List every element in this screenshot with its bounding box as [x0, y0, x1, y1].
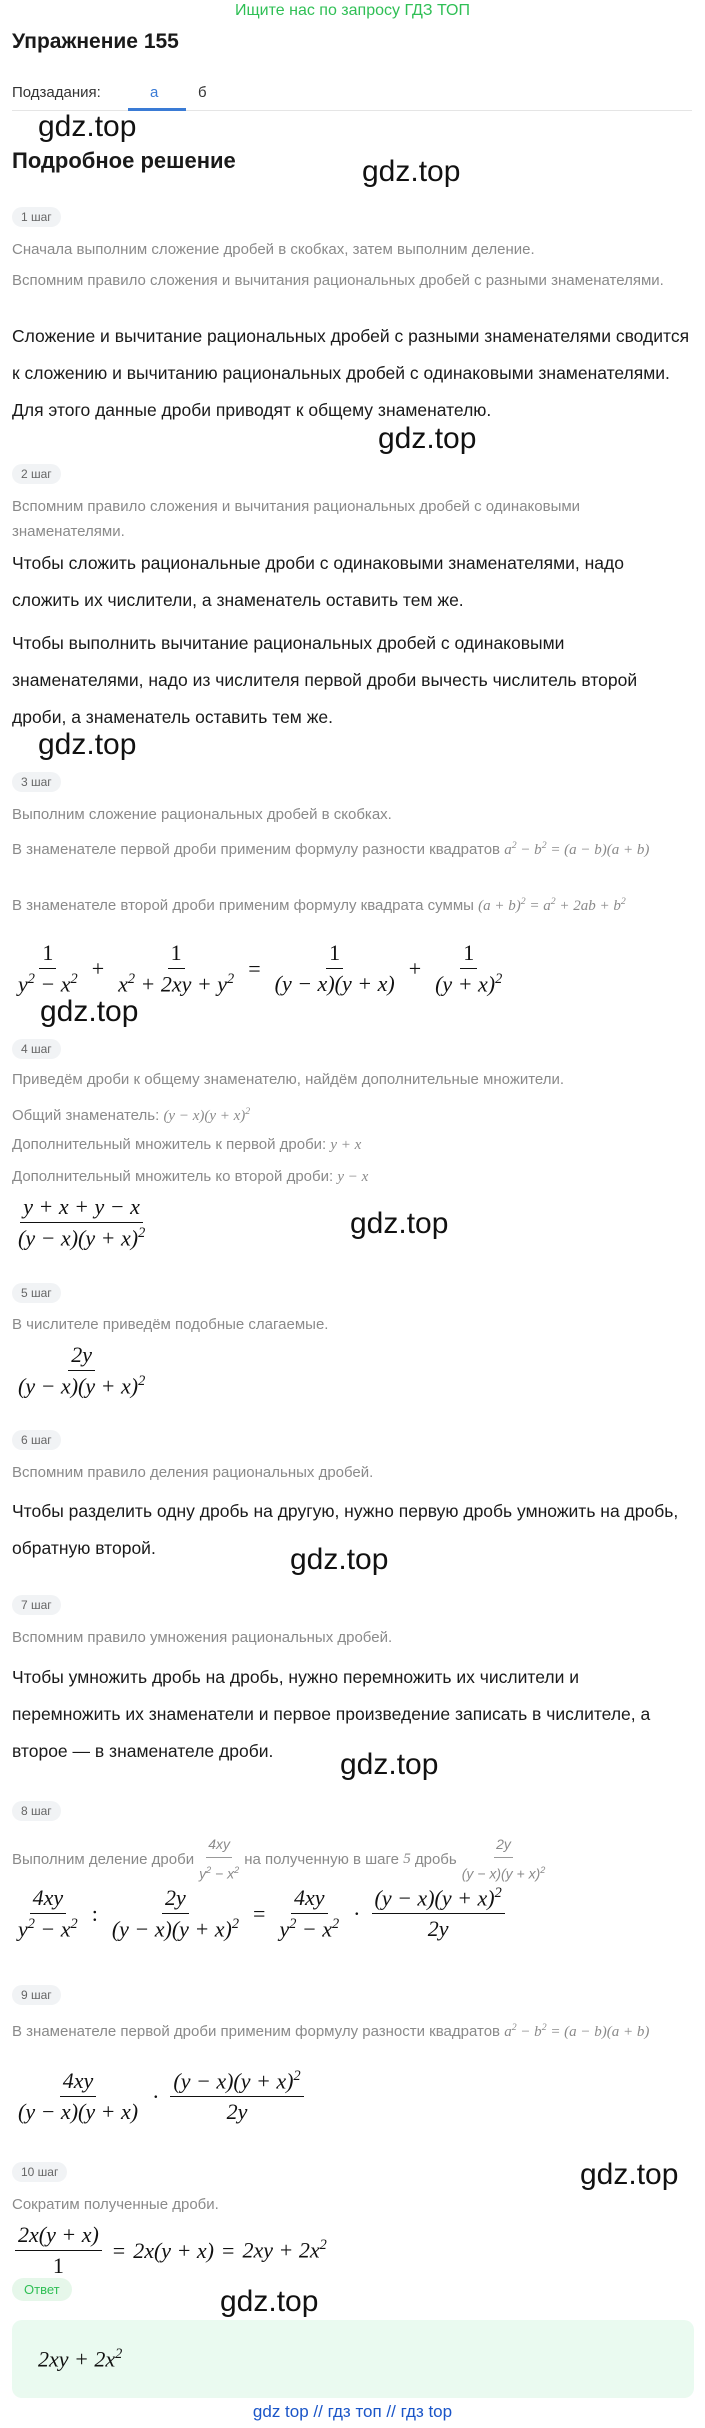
step-text: Вспомним правило сложения и вычитания рациональных дробей с разными знаменателями. — [12, 272, 664, 289]
page-title: Упражнение 155 — [12, 30, 179, 53]
step-badge: 3 шаг — [12, 772, 61, 792]
watermark: gdz.top — [362, 155, 461, 188]
answer-badge: Ответ — [12, 2278, 72, 2301]
rule-text: Чтобы выполнить вычитание рациональных дробей с одинаковыми знаменателями, надо из числителя первой дроби вычесть числитель второй дроби, а знаменатель оставить тем же. — [12, 633, 638, 727]
formula: $\frac{2x(y + x)}{1}$ = 2x(y + x) = $2xy + 2x^2$ — [12, 2222, 327, 2279]
formula: $\frac{1}{y^2 - x^2}$ + $\frac{1}{x^2 + 2xy + y^2}$ = $\frac{1}{(y - x)(y + x)}$ + $\frac{1}{(y + x)^2}$ — [18, 940, 503, 997]
step-badge: 9 шаг — [12, 1985, 61, 2005]
step-badge: 5 шаг — [12, 1283, 61, 1303]
step-text: Приведём дроби к общему знаменателю, найдём дополнительные множители. — [12, 1071, 565, 1088]
step-badge: 8 шаг — [12, 1801, 61, 1821]
step-badge: 1 шаг — [12, 207, 61, 227]
step-text: В знаменателе первой дроби применим формулу разности квадратов $a^2 - b^2 = (a - b)(a + b)$ — [12, 840, 650, 858]
step-text: Вспомним правило умножения рациональных дробей. — [12, 1629, 393, 1646]
step-text: Общий знаменатель: $(y - x)(y + x)^2$ — [12, 1106, 251, 1124]
rule-text: Сложение и вычитание рациональных дробей с разными знаменателями сводится к сложению и вычитанию рациональных дробей с одинаковыми знаменателями. Для этого данные дроби приводят к общему знаменателю. — [12, 326, 690, 420]
formula: $\frac{y + x + y - x}{(y - x)(y + x)^2}$ — [18, 1194, 146, 1251]
watermark: gdz.top — [40, 995, 139, 1028]
step-text: Выполним деление дроби $\frac{4xy}{y^2 - x^2}$ на полученную в шаге 5 дробь $\frac{2y}{(y - x)(y + x)^2}$ — [12, 1832, 692, 1887]
subtask-tab-a[interactable]: а — [150, 84, 159, 101]
step-badge: 4 шаг — [12, 1039, 61, 1059]
step-text: В знаменателе второй дроби применим формулу квадрата суммы $(a + b)^2 = a^2 + 2ab + b^2$ — [12, 896, 626, 914]
step-text: Сначала выполним сложение дробей в скобках, затем выполним деление. — [12, 241, 535, 258]
watermark: gdz.top — [378, 422, 477, 455]
step-text: Выполним сложение рациональных дробей в скобках. — [12, 806, 392, 823]
watermark: gdz.top — [580, 2158, 679, 2191]
formula: $\frac{4xy}{(y - x)(y + x)}$ · $\frac{(y - x)(y + x)^2}{2y}$ — [12, 2068, 307, 2125]
step-text: В знаменателе первой дроби применим формулу разности квадратов $a^2 - b^2 = (a - b)(a + b)$ — [12, 2022, 650, 2040]
watermark: gdz.top — [38, 110, 137, 143]
section-title: Подробное решение — [12, 148, 236, 173]
answer-formula: $2xy + 2x^2$ — [38, 2346, 123, 2372]
step-badge: 7 шаг — [12, 1595, 61, 1615]
top-banner[interactable]: Ищите нас по запросу ГДЗ ТОП — [235, 2, 470, 19]
watermark: gdz.top — [340, 1748, 439, 1781]
step-text: Вспомним правило сложения и вычитания рациональных дробей с одинаковыми знаменателями. — [12, 498, 581, 540]
step-badge: 6 шаг — [12, 1430, 61, 1450]
watermark: gdz.top — [350, 1207, 449, 1240]
watermark: gdz.top — [220, 2285, 319, 2318]
step-text: В числителе приведём подобные слагаемые. — [12, 1316, 329, 1333]
tab-active-indicator — [128, 108, 186, 111]
rule-text: Чтобы разделить одну дробь на другую, нужно первую дробь умножить на дробь, обратную второй. — [12, 1501, 679, 1558]
step-badge: 10 шаг — [12, 2162, 67, 2182]
formula: $\frac{4xy}{y^2 - x^2}$ : $\frac{2y}{(y - x)(y + x)^2}$ = $\frac{4xy}{y^2 - x^2}$ · $\frac{(y - x)(y + x)^2}{2y}$ — [12, 1885, 508, 1942]
step-text: Сократим полученные дроби. — [12, 2196, 219, 2213]
subtasks-label: Подзадания: — [12, 84, 101, 101]
footer-links[interactable]: gdz top // гдз топ // гдз top — [252, 2402, 453, 2421]
watermark: gdz.top — [290, 1543, 389, 1576]
step-text: Вспомним правило деления рациональных дробей. — [12, 1464, 374, 1481]
rule-text: Чтобы сложить рациональные дроби с одинаковыми знаменателями, надо сложить их числители, а знаменатель оставить тем же. — [12, 553, 624, 610]
step-text: Дополнительный множитель ко второй дроби: y − x — [12, 1168, 369, 1185]
rule-text: Чтобы умножить дробь на дробь, нужно перемножить их числители и перемножить их знаменатели и первое произведение записать в числителе, а второе — в знаменателе дроби. — [12, 1667, 651, 1761]
subtask-tab-b[interactable]: б — [198, 84, 207, 101]
step-text: Дополнительный множитель к первой дроби: y + x — [12, 1136, 362, 1153]
step-badge: 2 шаг — [12, 464, 61, 484]
watermark: gdz.top — [38, 728, 137, 761]
formula: $\frac{2y}{(y - x)(y + x)^2}$ — [18, 1342, 146, 1399]
